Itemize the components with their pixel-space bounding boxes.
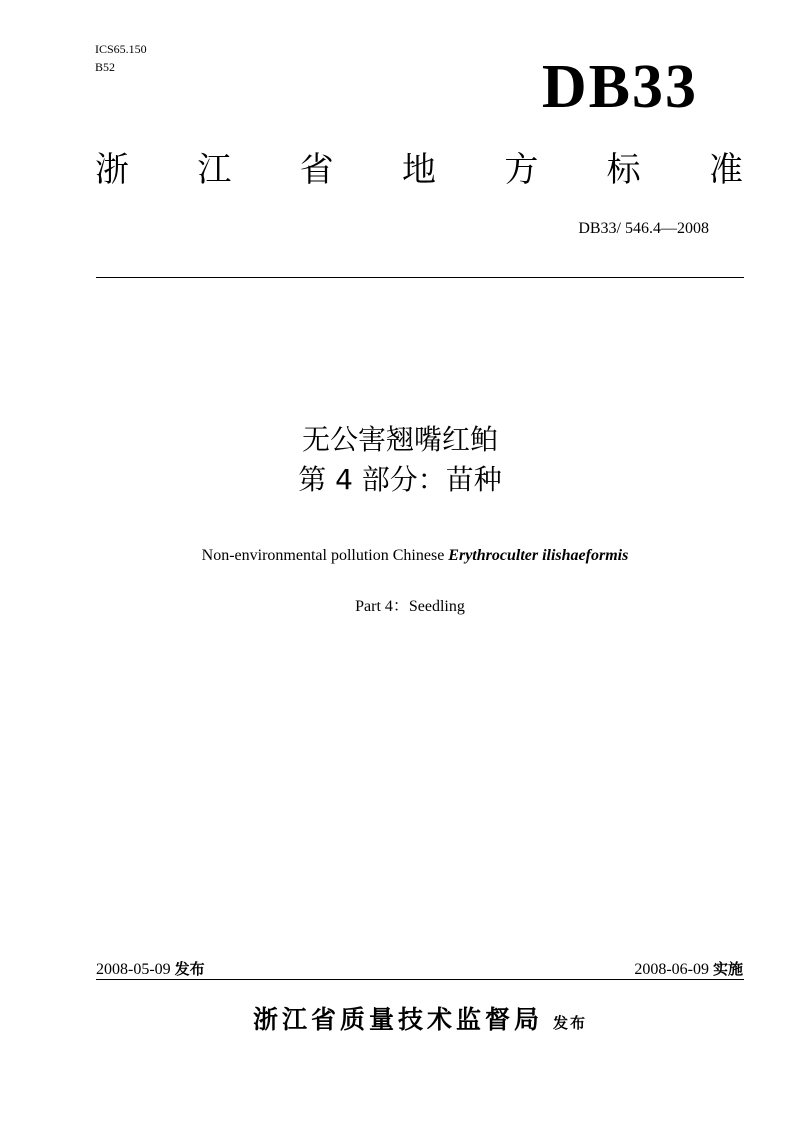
chinese-title-line-2: 第 4 部分：苗种 <box>298 463 502 496</box>
issuer-organization: 浙江省质量技术监督局 <box>252 1005 543 1034</box>
standard-number: DB33/ 546.4—2008 <box>578 220 709 237</box>
standard-type-char: 浙 <box>95 150 129 190</box>
ics-code: ICS65.150 <box>95 42 147 56</box>
ccs-code: B52 <box>95 60 116 74</box>
implement-date: 2008-06-09 <box>634 961 709 978</box>
standard-type-char: 江 <box>197 150 232 190</box>
standard-type-char: 方 <box>504 150 539 190</box>
chinese-title <box>0 420 800 500</box>
footer-divider <box>96 979 744 980</box>
english-title-species: Erythroculter ilishaeformis <box>448 547 629 564</box>
issuer-action: 发布 <box>553 1014 588 1032</box>
standard-type-char: 标 <box>606 150 641 190</box>
issue-date-line <box>96 958 205 981</box>
implement-label: 实施 <box>712 960 743 978</box>
classification-codes <box>95 40 147 76</box>
issue-label: 发布 <box>174 960 205 978</box>
standard-type-char: 地 <box>401 150 436 190</box>
standard-type-char: 省 <box>299 150 334 190</box>
db-logo: DB33 <box>541 53 698 121</box>
english-part-title: Part 4：Seedling <box>355 598 465 615</box>
english-title-prefix: Non-environmental pollution Chinese <box>201 547 449 564</box>
header-divider <box>96 277 744 278</box>
english-title <box>0 545 800 567</box>
issuer-line <box>0 1000 800 1036</box>
chinese-title-line-1: 无公害翘嘴红鲌 <box>301 423 498 456</box>
standard-type-title <box>95 147 743 193</box>
implement-date-line <box>634 958 743 981</box>
issue-date: 2008-05-09 <box>96 961 171 978</box>
standard-type-char: 准 <box>708 150 743 190</box>
